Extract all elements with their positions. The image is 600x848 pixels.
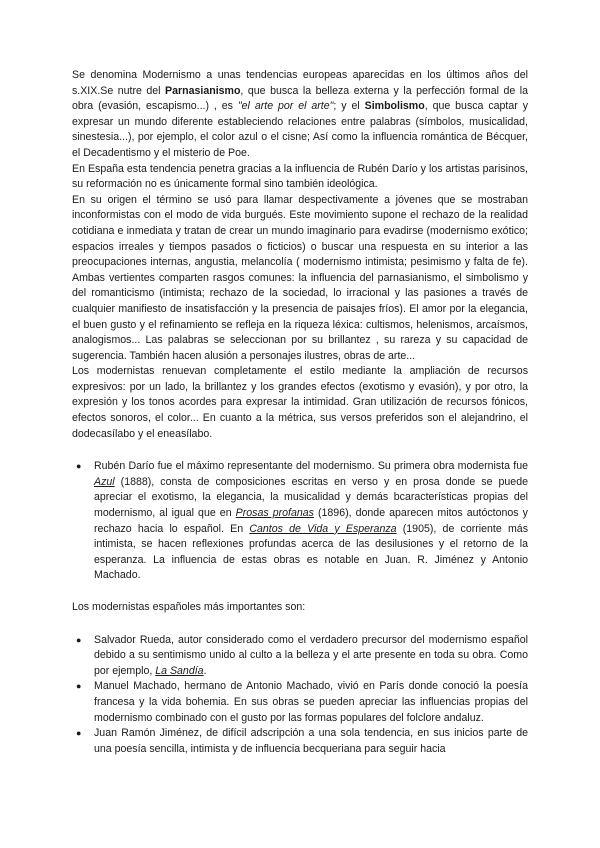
link-cantos-de-vida[interactable]: Cantos de Vida y Esperanza bbox=[249, 522, 397, 535]
jimenez-text: Juan Ramón Jiménez, de difícil adscripción a una sola tendencia, en sus inicios parte de una poesía sencilla, intimista y de influencia becqueriana para seguir hacia bbox=[94, 727, 528, 755]
intro-text-2: , que busca la belleza externa y la perfección formal de la obra (evasión, escapismo...) , es bbox=[72, 84, 528, 113]
link-la-sandia[interactable]: La Sandía bbox=[155, 664, 204, 677]
intro-text-4: , que busca captar y expresar un mundo diferente estableciendo relaciones entre palabras (símbolos, musicalidad, sinestesia...), por ejemplo, el color azul o el cisne; Así como la influencia romántica de Bécquer, el Decadentismo y el misterio de Poe. bbox=[72, 100, 528, 159]
ruben-text-4: (1905), de corriente más intimista, se hacen reflexiones profundas acerca de las desilusiones y el retorno de la esperanza. La influencia de estas obras es notable en Juan. R. Jiménez y Antonio Machado. bbox=[94, 522, 528, 582]
bullet-icon: ● bbox=[76, 461, 82, 472]
rueda-text: Salvador Rueda, autor considerado como el verdadero precursor del modernismo español debido a su sentimismo unido al culto a la belleza y el arte presente en toda su obra. Como por ejemplo, bbox=[94, 633, 528, 677]
origin-paragraph: En su origen el término se usó para llamar despectivamente a jóvenes que se mostraban inconformistas con el modo de vida burgués. Este movimiento supone el rechazo de la realidad cotidiana e inmediata y tratan de crear un mundo imaginario para evadirse (modernismo exótico; espacios irreales y tiempos pasados o ficticios) o buscar una respuesta en su interior a las preocupaciones internas, angustia, melancolía ( modernismo intimista; pesimismo y falta de fe). Ambas vertientes comparten rasgos comunes: la influencia del parnasianismo, el simbolismo y del romanticismo (intimista; rechazo de la sociedad, lo irracional y las pasiones a través de cualquier manifiesto de insatisfacción y la presencia de paisajes fríos). El amor por la elegancia, el buen gusto y el refinamiento se refleja en la riqueza léxica: cultismos, helenismos, arcaísmos, analogismos... Las palabras se seleccionan por su brillantez , su rareza y su capacidad de sugerencia. También hacen alusión a personajes ilustres, obras de arte... bbox=[72, 193, 528, 362]
link-prosas-profanas[interactable]: Prosas profanas bbox=[235, 507, 314, 520]
spain-paragraph: En España esta tendencia penetra gracias a la influencia de Rubén Darío y los artistas parisinos, su reformación no es únicamente formal sino también ideológica. bbox=[72, 162, 528, 191]
intro-text-1: Se denomina Modernismo a unas tendencias europeas aparecidas en los últimos años del s.XIX.Se nutre del bbox=[72, 69, 528, 97]
ruben-text-2: (1888), consta de composiciones escritas en verso y en prosa donde se puede apreciar el exotismo, la elegancia, la musicalidad y demás bcaracterísticas propias del modernismo, al igual que en bbox=[94, 475, 528, 520]
resources-paragraph: Los modernistas renuevan completamente el estilo mediante la ampliación de recursos expresivos: por un lado, la brillantez y los grandes efectos (exotismo y evasión), y por otro, la expresión y los tonos acordes para expresar la intimidad. Gran utilización de recursos fónicos, efectos sonoros, el color... En cuanto a la métrica, sus versos preferidos son el alejandrino, el dodecasílabo y el eneasílabo. bbox=[72, 365, 528, 440]
list-item-machado bbox=[72, 679, 528, 726]
intro-paragraph bbox=[72, 68, 528, 162]
document-page bbox=[72, 68, 528, 757]
quote-arte: "el arte por el arte" bbox=[237, 100, 334, 113]
list-item-jimenez bbox=[72, 726, 528, 757]
ruben-list bbox=[72, 459, 528, 584]
bullet-icon: ● bbox=[76, 681, 82, 692]
bullet-icon: ● bbox=[76, 728, 82, 739]
spanish-modernists-heading: Los modernistas españoles más importantes son: bbox=[72, 601, 306, 613]
link-azul[interactable]: Azul bbox=[94, 475, 115, 488]
rueda-end: . bbox=[203, 664, 207, 677]
list-item-rueda bbox=[72, 633, 528, 680]
term-parnasianismo: Parnasianismo bbox=[165, 84, 241, 97]
term-simbolismo: Simbolismo bbox=[364, 100, 425, 113]
ruben-text-1: Rubén Darío fue el máximo representante del modernismo. Su primera obra modernista fue bbox=[94, 460, 528, 473]
authors-list bbox=[72, 633, 528, 758]
list-item-ruben bbox=[72, 459, 528, 584]
intro-text-3: ; y el bbox=[333, 100, 365, 113]
bullet-icon: ● bbox=[76, 634, 82, 645]
machado-text: Manuel Machado, hermano de Antonio Machado, vivió en París donde conoció la poesía francesa y la vida bohemia. En sus obras se pueden apreciar las influencias propias del modernismo combinado con el gusto por las formas populares del folclore andaluz. bbox=[94, 680, 528, 724]
ruben-text-3: (1896), donde aparecen mitos autóctonos y rechazo hacia lo español. En bbox=[94, 507, 528, 535]
